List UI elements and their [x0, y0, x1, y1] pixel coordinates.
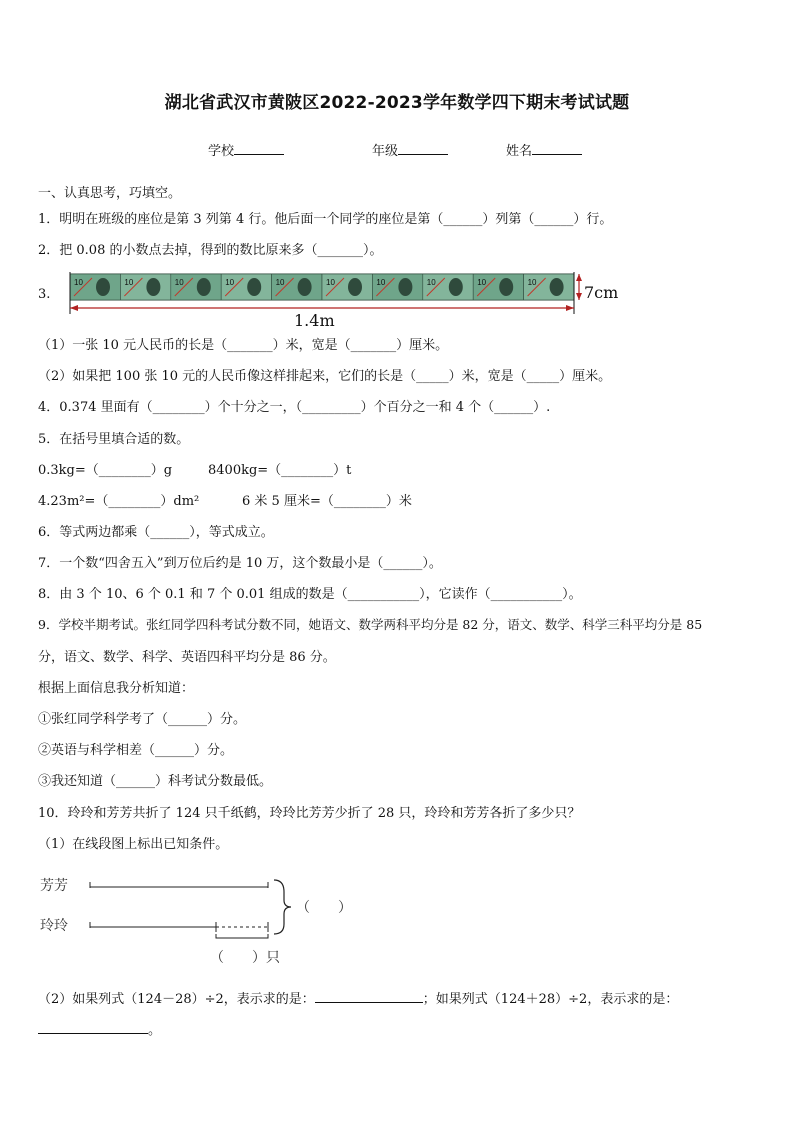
svg-text:10: 10 [225, 278, 235, 287]
sub2-part-b: ；如果列式（124＋28）÷2，表示求的是： [422, 992, 679, 1007]
svg-text:10: 10 [74, 278, 83, 287]
banknote-icon [70, 274, 120, 300]
question-9-sub3: ③我还知道（______）科考试分数最低。 [38, 774, 273, 789]
banknote-icon [524, 274, 574, 300]
question-3-sub1: （1）一张 10 元人民币的长是（_______）米，宽是（_______）厘米。 [38, 338, 449, 353]
width-arrow-up-icon [576, 274, 582, 281]
length-label: 1.4m [294, 311, 335, 330]
svg-text:10: 10 [124, 278, 134, 287]
banknote-icon [272, 274, 322, 300]
question-6: 6．等式两边都乘（______），等式成立。 [38, 525, 274, 540]
length-arrow-right-icon [566, 305, 574, 311]
question-7: 7．一个数“四舍五入”到万位后约是 10 万，这个数最小是（______）。 [38, 556, 442, 571]
question-5a: 0.3kg=（________）g [38, 463, 173, 478]
label-fangfang: 芳芳 [40, 877, 68, 893]
banknote-icon [120, 274, 170, 300]
page-title: 湖北省武汉市黄陂区2022-2023学年数学四下期末考试试题 [164, 93, 630, 113]
school-label: 学校 [208, 144, 235, 159]
banknote-icon [322, 274, 372, 300]
grade-field [372, 140, 448, 159]
question-9-line1: 9．学校半期考试。张红同学四科考试分数不同，她语文、数学两科平均分是 82 分，语文、数学、科学三科平均分是 85 [38, 617, 703, 632]
school-field [208, 140, 284, 159]
question-5b: 8400kg=（________）t [208, 463, 352, 478]
name-field [506, 140, 582, 159]
question-9-intro: 根据上面信息我分析知道： [38, 681, 195, 696]
banknote-icon [372, 274, 422, 300]
question-5d: 6 米 5 厘米=（________）米 [242, 494, 412, 509]
school-blank[interactable] [234, 141, 284, 155]
banknote-row [70, 274, 574, 300]
svg-text:10: 10 [174, 278, 184, 287]
name-label: 姓名 [506, 144, 533, 159]
question-10-stem: 10．玲玲和芳芳共折了 124 只千纸鹤，玲玲比芳芳少折了 28 只，玲玲和芳芳各折了多少只？ [38, 806, 581, 821]
length-arrow-left-icon [70, 305, 78, 311]
sub2-part-c: 。 [148, 1023, 162, 1038]
question-5-stem: 5．在括号里填合适的数。 [38, 432, 190, 447]
question-5c: 4.23m²=（________）dm² [38, 494, 200, 509]
difference-blank[interactable]: （ ）只 [210, 949, 280, 965]
svg-text:10: 10 [426, 278, 436, 287]
question-9-sub2: ②英语与科学相差（______）分。 [38, 743, 234, 758]
svg-text:10: 10 [275, 278, 285, 287]
total-blank[interactable]: （ ） [296, 899, 352, 915]
banknote-strip-figure [66, 268, 626, 330]
banknote-icon [423, 274, 473, 300]
question-3-sub2: （2）如果把 100 张 10 元的人民币像这样排起来，它们的长是（_____）米，宽是（_____）厘米。 [38, 369, 612, 384]
difference-bracket [216, 934, 268, 938]
question-9-sub1: ①张红同学科学考了（______）分。 [38, 712, 247, 727]
question-3-number: 3. [38, 287, 51, 302]
svg-text:10: 10 [477, 278, 487, 287]
width-label: 7cm [584, 283, 619, 302]
sub2-part-a: （2）如果列式（124－28）÷2，表示求的是： [38, 992, 315, 1007]
answer-blank-2[interactable] [38, 1020, 148, 1034]
question-2: 2．把 0.08 的小数点去掉，得到的数比原来多（_______）。 [38, 243, 383, 258]
label-lingling: 玲玲 [40, 917, 68, 933]
total-brace [274, 880, 291, 934]
grade-label: 年级 [372, 144, 399, 159]
width-arrow-down-icon [576, 293, 582, 300]
question-8: 8．由 3 个 10、6 个 0.1 和 7 个 0.01 组成的数是（___________），它读作（___________）。 [38, 587, 582, 602]
banknote-icon [171, 274, 221, 300]
name-blank[interactable] [532, 141, 582, 155]
question-10-sub2-cont [38, 1019, 161, 1038]
question-1: 1．明明在班级的座位是第 3 列第 4 行。他后面一个同学的座位是第（______）列第（______）行。 [38, 212, 613, 227]
question-10-sub1: （1）在线段图上标出已知条件。 [38, 837, 229, 852]
banknote-icon [221, 274, 271, 300]
svg-text:10: 10 [376, 278, 386, 287]
svg-text:10: 10 [326, 278, 335, 287]
grade-blank[interactable] [398, 141, 448, 155]
question-4: 4．0.374 里面有（________）个十分之一，（_________）个百分之一和 4 个（______）. [38, 400, 551, 415]
section-heading: 一、认真思考，巧填空。 [38, 186, 182, 201]
answer-blank-1[interactable] [315, 989, 423, 1003]
svg-text:10: 10 [527, 278, 537, 287]
banknote-icon [473, 274, 523, 300]
segment-diagram [38, 868, 378, 968]
question-10-sub2 [38, 988, 678, 1007]
question-9-line2: 分，语文、数学、科学、英语四科平均分是 86 分。 [38, 650, 336, 665]
